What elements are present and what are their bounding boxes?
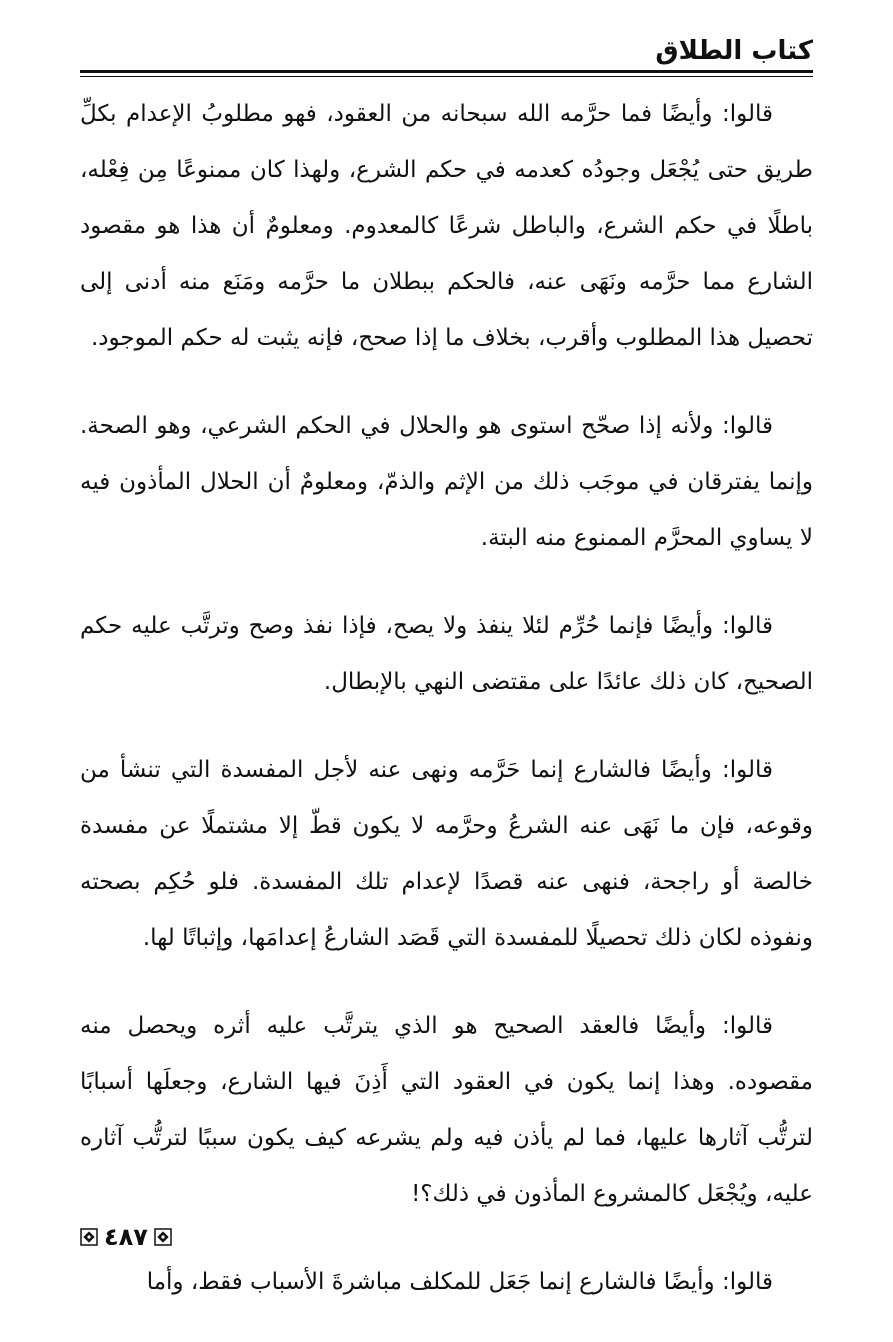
- paragraph-4: قالوا: وأيضًا فالشارع إنما حَرَّمه ونهى عنه لأجل المفسدة التي تنشأ من وقوعه، فإن ما نَهَى عنه الشرعُ وحرَّمه لا يكون قطّ إلا مشتملًا عن مفسدة خالصة أو راجحة، فنهى عنه قصدًا لإعدام تلك المفسدة. فلو حُكِم بصحته ونفوذه لكان ذلك تحصيلًا للمفسدة التي قَصَد الشارعُ إعدامَها، وإثباتًا لها.: [80, 757, 813, 951]
- left-ornament-icon: [80, 1228, 98, 1246]
- paragraph-3: قالوا: وأيضًا فإنما حُرِّم لئلا ينفذ ولا يصح، فإذا نفذ وصح وترتَّب عليه حكم الصحيح، كان ذلك عائدًا على مقتضى النهي بالإبطال.: [80, 613, 813, 695]
- paragraph-5: قالوا: وأيضًا فالعقد الصحيح هو الذي يترتَّب عليه أثره ويحصل منه مقصوده. وهذا إنما يكون في العقود التي أَذِنَ فيها الشارع، وجعلَها أسبابًا لترتُّب آثارها عليها، فما لم يأذن فيه ولم يشرعه كيف يكون سببًا لترتُّب آثاره عليه، ويُجْعَل كالمشروع المأذون في ذلك؟!: [80, 1013, 813, 1207]
- page-number: ٤٨٧: [104, 1223, 148, 1251]
- header-rule-thin: [80, 76, 813, 77]
- header-rule-thick: [80, 70, 813, 73]
- paragraph-6: قالوا: وأيضًا فالشارع إنما جَعَل للمكلف مباشرةَ الأسباب فقط، وأما: [146, 1269, 773, 1295]
- paragraph-1: قالوا: وأيضًا فما حرَّمه الله سبحانه من العقود، فهو مطلوبُ الإعدام بكلِّ طريق حتى يُجْعَل وجودُه كعدمه في حكم الشرع، ولهذا كان ممنوعًا مِن فِعْله، باطلًا في حكم الشرع، والباطل شرعًا كالمعدوم. ومعلومٌ أن هذا هو مقصود الشارع مما حرَّمه ونَهَى عنه، فالحكم ببطلان ما حرَّمه ومَنَع منه أدنى إلى تحصيل هذا المطلوب وأقرب، بخلاف ما إذا صحح، فإنه يثبت له حكم الموجود.: [80, 101, 813, 351]
- page-header: [80, 30, 813, 70]
- body-text: [80, 86, 813, 1342]
- page-footer: [80, 1220, 172, 1254]
- paragraph-2: قالوا: ولأنه إذا صحّح استوى هو والحلال في الحكم الشرعي، وهو الصحة. وإنما يفترقان في موجَب ذلك من الإثم والذمّ، ومعلومٌ أن الحلال المأذون فيه لا يساوي المحرَّم الممنوع منه البتة.: [80, 413, 813, 551]
- right-ornament-icon: [154, 1228, 172, 1246]
- running-header-title: كتاب الطلاق: [655, 36, 813, 66]
